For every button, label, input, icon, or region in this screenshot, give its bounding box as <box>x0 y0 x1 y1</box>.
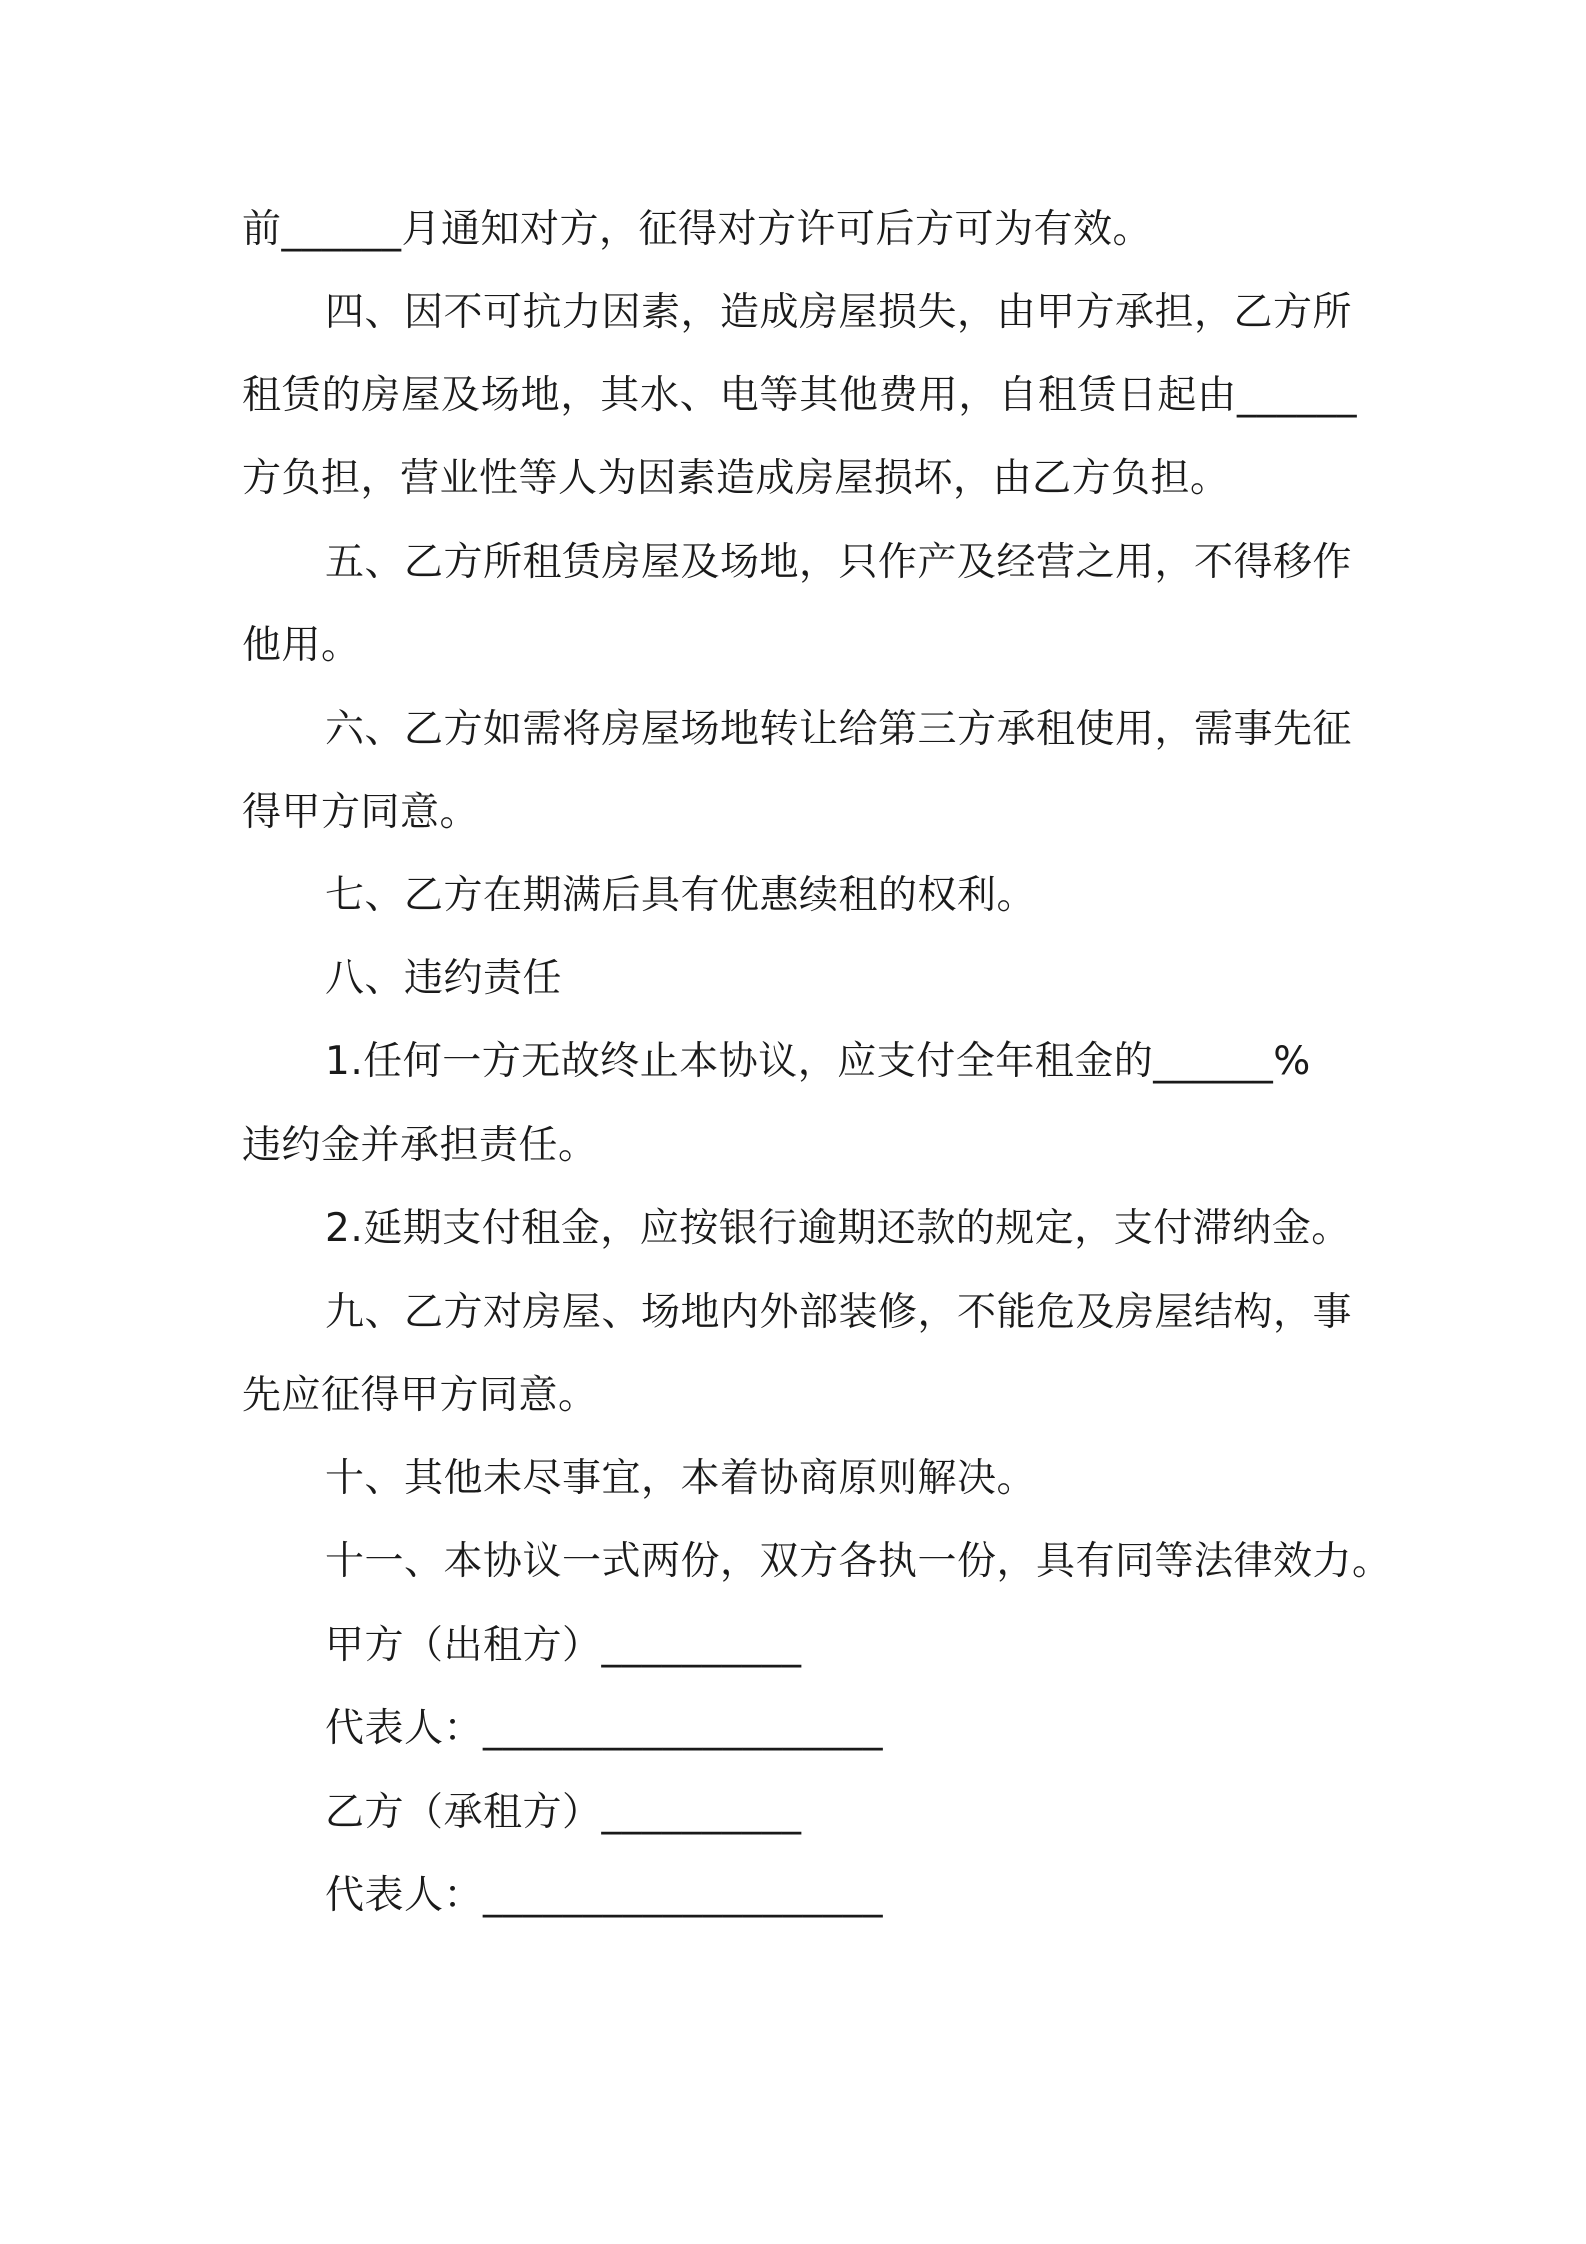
clause-7: 七、乙方在期满后具有优惠续租的权利。 <box>325 873 1037 918</box>
text-line: 得甲方同意。 <box>242 790 480 835</box>
text-line: 方负担，营业性等人为因素造成房屋损坏，由乙方负担。 <box>242 456 1230 501</box>
party-b-signature-line: 乙方（承租方）__________ <box>325 1790 802 1835</box>
party-a-signature-line: 甲方（出租方）__________ <box>325 1623 802 1668</box>
party-a-representative-line: 代表人：____________________ <box>325 1706 884 1751</box>
clause-8-item-1: 1.任何一方无故终止本协议，应支付全年租金的______% <box>325 1039 1311 1084</box>
party-b-representative-line: 代表人：____________________ <box>325 1873 884 1918</box>
clause-9: 九、乙方对房屋、场地内外部装修，不能危及房屋结构，事 <box>325 1290 1353 1335</box>
clause-11: 十一、本协议一式两份，双方各执一份，具有同等法律效力。 <box>325 1539 1392 1584</box>
text-line: 前______月通知对方，征得对方许可后方可为有效。 <box>242 207 1153 252</box>
text-line: 他用。 <box>242 623 361 668</box>
clause-8-heading: 八、违约责任 <box>325 956 563 1001</box>
text-line: 先应征得甲方同意。 <box>242 1373 598 1418</box>
text-line: 违约金并承担责任。 <box>242 1123 598 1168</box>
clause-4: 四、因不可抗力因素，造成房屋损失，由甲方承担，乙方所 <box>325 290 1353 335</box>
text-line: 租赁的房屋及场地，其水、电等其他费用，自租赁日起由______ <box>242 373 1357 418</box>
clause-6: 六、乙方如需将房屋场地转让给第三方承租使用，需事先征 <box>325 707 1353 752</box>
clause-5: 五、乙方所租赁房屋及场地，只作产及经营之用，不得移作 <box>325 540 1353 585</box>
clause-8-item-2: 2.延期支付租金，应按银行逾期还款的规定，支付滞纳金。 <box>325 1206 1351 1251</box>
clause-10: 十、其他未尽事宜，本着协商原则解决。 <box>325 1456 1037 1501</box>
